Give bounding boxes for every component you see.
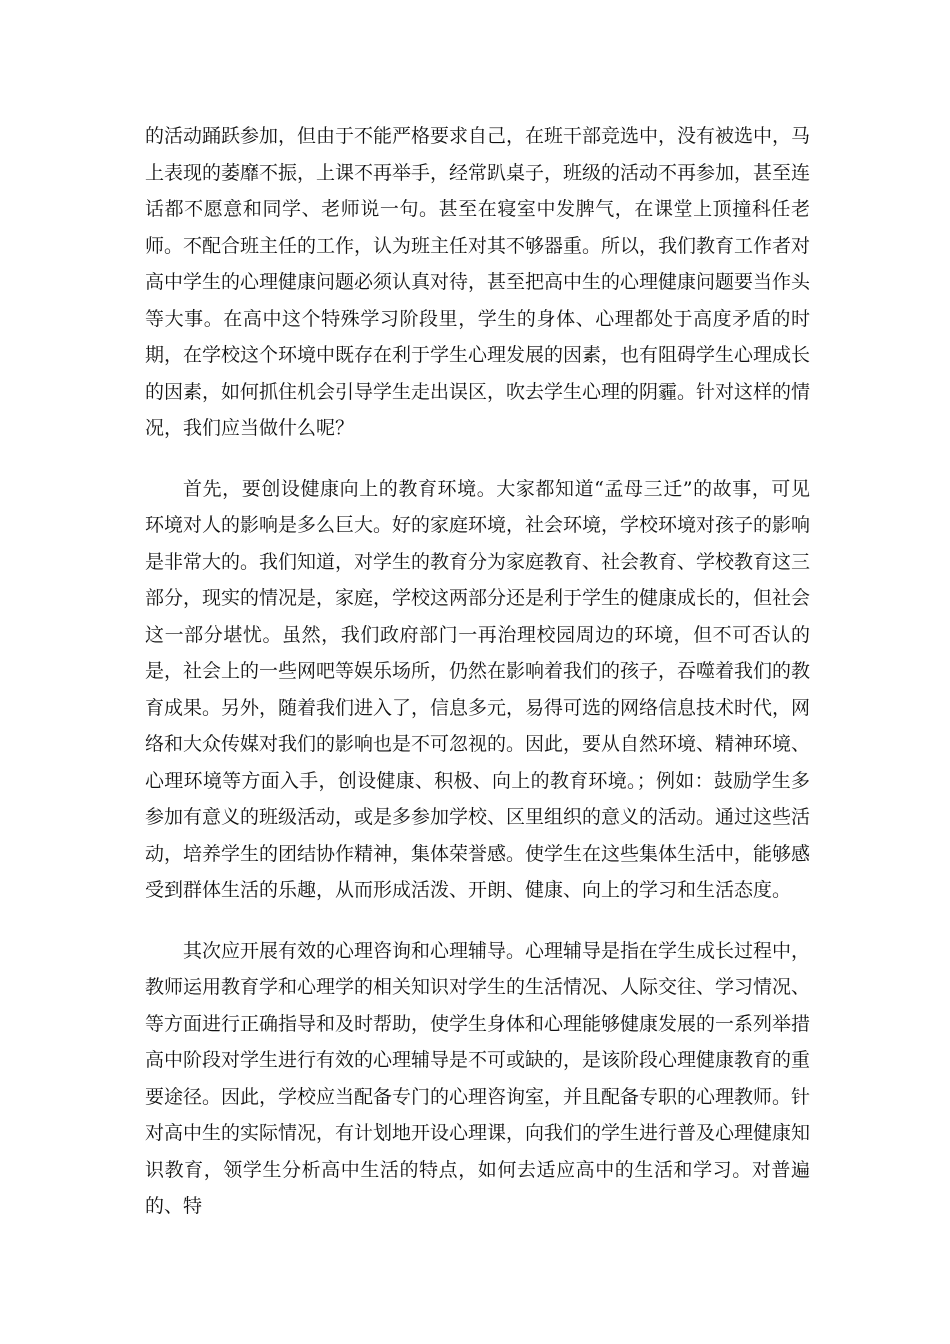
paragraph-continuation: 的活动踊跃参加，但由于不能严格要求自己，在班干部竞选中，没有被选中，马上表现的萎靡不振，上课不再举手，经常趴桌子，班级的活动不再参加，甚至连话都不愿意和同学、老师说一句。甚至在寝室中发脾气，在课堂上顶撞科任老师。不配合班主任的工作，认为班主任对其不够器重。所以，我们教育工作者对高中学生的心理健康问题必须认真对待，甚至把高中生的心理健康问题要当作头等大事。在高中这个特殊学习阶段里，学生的身体、心理都处于高度矛盾的时期，在学校这个环境中既存在利于学生心理发展的因素，也有阻碍学生心理成长的因素，如何抓住机会引导学生走出误区，吹去学生心理的阴霾。针对这样的情况，我们应当做什么呢？ [145,125,811,439]
document-body [145,118,810,1225]
paragraph-psychological-counseling: 其次应开展有效的心理咨询和心理辅导。心理辅导是指在学生成长过程中，教师运用教育学和心理学的相关知识对学生的生活情况、人际交往、学习情况、等方面进行正确指导和及时帮助，使学生身体和心理能够健康发展的一系列举措高中阶段对学生进行有效的心理辅导是不可或缺的，是该阶段心理健康教育的重要途径。因此，学校应当配备专门的心理咨询室，并且配备专职的心理教师。针对高中生的实际情况，有计划地开设心理课，向我们的学生进行普及心理健康知识教育，领学生分析高中生活的特点，如何去适应高中的生活和学习。对普遍的、特 [145,939,811,1217]
paragraph-education-environment: 首先，要创设健康向上的教育环境。大家都知道“孟母三迁”的故事，可见环境对人的影响是多么巨大。好的家庭环境，社会环境，学校环境对孩子的影响是非常大的。我们知道，对学生的教育分为家庭教育、社会教育、学校教育这三部分，现实的情况是，家庭，学校这两部分还是利于学生的健康成长的，但社会这一部分堪忧。虽然，我们政府部门一再治理校园周边的环境，但不可否认的是，社会上的一些网吧等娱乐场所，仍然在影响着我们的孩子，吞噬着我们的教育成果。另外，随着我们进入了，信息多元，易得可选的网络信息技术时代，网络和大众传媒对我们的影响也是不可忽视的。因此，要从自然环境、精神环境、心理环境等方面入手，创设健康、积极、向上的教育环境。；例如：鼓励学生多参加有意义的班级活动，或是多参加学校、区里组织的意义的活动。通过这些活动，培养学生的团结协作精神，集体荣誉感。使学生在这些集体生活中，能够感受到群体生活的乐趣，从而形成活泼、开朗、健康、向上的学习和生活态度。 [145,477,811,901]
